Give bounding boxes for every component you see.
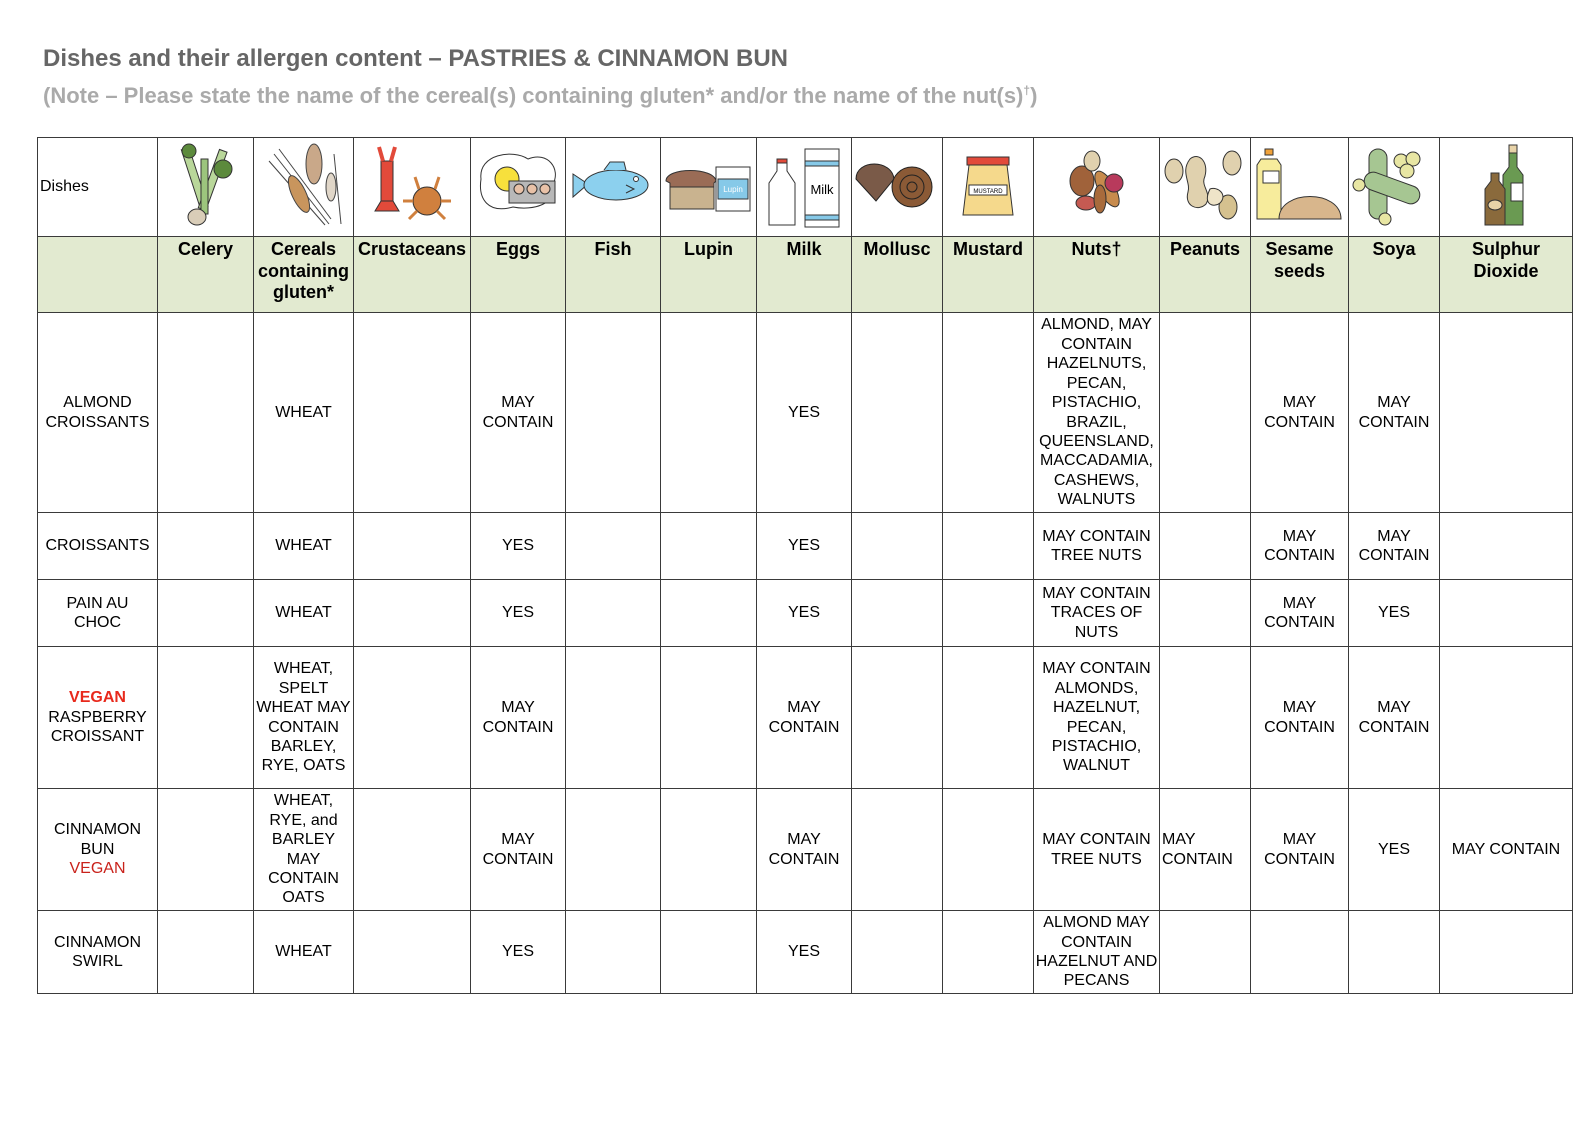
document-title: Dishes and their allergen content – PASTRIES & CINNAMON BUN — [43, 45, 788, 72]
sulphur-icon-cell — [1440, 138, 1573, 237]
note-dagger: † — [1023, 83, 1031, 98]
cell-cereals: WHEAT — [254, 513, 354, 580]
cell-sulphur: MAY CONTAIN — [1440, 789, 1573, 911]
cell-sulphur — [1440, 313, 1573, 513]
cell-peanuts — [1160, 647, 1251, 789]
cell-milk: YES — [757, 911, 852, 994]
column-header-nuts: Nuts† — [1034, 237, 1160, 313]
cell-fish — [566, 313, 661, 513]
cell-mollusc — [852, 580, 943, 647]
column-header-eggs: Eggs — [471, 237, 566, 313]
vegan-tag: VEGAN — [69, 860, 126, 878]
cell-nuts: MAY CONTAIN TREE NUTS — [1034, 513, 1160, 580]
cell-celery — [158, 647, 254, 789]
cell-mollusc — [852, 911, 943, 994]
cell-peanuts — [1160, 513, 1251, 580]
column-header-lupin: Lupin — [661, 237, 757, 313]
column-header-sulphur: Sulphur Dioxide — [1440, 237, 1573, 313]
table-row — [38, 580, 1573, 647]
label-blank — [38, 237, 158, 313]
crustaceans-icon-cell — [354, 138, 471, 237]
cell-crustaceans — [354, 513, 471, 580]
milk-icon-cell — [757, 138, 852, 237]
cell-lupin — [661, 580, 757, 647]
cell-mustard — [943, 513, 1034, 580]
milk-bottle-carton-icon — [759, 139, 849, 229]
beer-wine-bottles-icon — [1461, 139, 1551, 229]
column-header-milk: Milk — [757, 237, 852, 313]
dish-name: ALMOND CROISSANTS — [38, 313, 158, 513]
cell-eggs: YES — [471, 911, 566, 994]
cell-nuts: MAY CONTAIN TREE NUTS — [1034, 789, 1160, 911]
dish-name: CROISSANTS — [38, 513, 158, 580]
table-row — [38, 789, 1573, 911]
cell-peanuts — [1160, 580, 1251, 647]
cell-soya — [1349, 911, 1440, 994]
sesame-icon-cell — [1251, 138, 1349, 237]
allergen-table — [37, 137, 1573, 994]
svg-text:MUSTARD: MUSTARD — [973, 189, 1003, 196]
cell-mustard — [943, 647, 1034, 789]
cell-cereals: WHEAT, RYE, and BARLEY MAY CONTAIN OATS — [254, 789, 354, 911]
cell-nuts: MAY CONTAIN TRACES OF NUTS — [1034, 580, 1160, 647]
cell-milk: MAY CONTAIN — [757, 647, 852, 789]
cell-crustaceans — [354, 911, 471, 994]
cell-eggs: YES — [471, 580, 566, 647]
cell-milk: YES — [757, 313, 852, 513]
fish-icon-cell — [566, 138, 661, 237]
cell-cereals: WHEAT — [254, 911, 354, 994]
cell-mollusc — [852, 647, 943, 789]
celery-icon-cell — [158, 138, 254, 237]
dishes-header: Dishes — [38, 138, 158, 237]
cell-mustard — [943, 911, 1034, 994]
column-header-mollusc: Mollusc — [852, 237, 943, 313]
cell-cereals: WHEAT — [254, 580, 354, 647]
cell-eggs: MAY CONTAIN — [471, 647, 566, 789]
cell-fish — [566, 911, 661, 994]
eggs-icon-cell — [471, 138, 566, 237]
sesame-oil-bun-icon — [1255, 139, 1345, 229]
icon-row — [38, 138, 1573, 237]
cell-sulphur — [1440, 647, 1573, 789]
mixed-nuts-icon — [1052, 139, 1142, 229]
cell-sesame: MAY CONTAIN — [1251, 789, 1349, 911]
cell-celery — [158, 789, 254, 911]
column-header-crustaceans: Crustaceans — [354, 237, 471, 313]
cereals-icon-cell — [254, 138, 354, 237]
cell-lupin — [661, 313, 757, 513]
cell-fish — [566, 647, 661, 789]
cell-sesame: MAY CONTAIN — [1251, 580, 1349, 647]
column-header-cereals: Cereals containing gluten* — [254, 237, 354, 313]
dish-name: CINNAMON SWIRL — [38, 911, 158, 994]
cell-mustard — [943, 580, 1034, 647]
cell-soya: YES — [1349, 789, 1440, 911]
cell-mustard — [943, 789, 1034, 911]
cell-fish — [566, 580, 661, 647]
wheat-icon — [259, 139, 349, 229]
cell-milk: MAY CONTAIN — [757, 789, 852, 911]
cell-mollusc — [852, 789, 943, 911]
egg-carton-icon — [473, 139, 563, 229]
column-header-celery: Celery — [158, 237, 254, 313]
cell-sesame — [1251, 911, 1349, 994]
mustard-icon-cell — [943, 138, 1034, 237]
dish-name: PAIN AU CHOC — [38, 580, 158, 647]
cell-sesame: MAY CONTAIN — [1251, 513, 1349, 580]
cell-nuts: ALMOND, MAY CONTAIN HAZELNUTS, PECAN, PISTACHIO, BRAZIL, QUEENSLAND, MACCADAMIA, CASHEWS, WALNUTS — [1034, 313, 1160, 513]
table-row — [38, 513, 1573, 580]
cell-sulphur — [1440, 513, 1573, 580]
cell-celery — [158, 313, 254, 513]
dish-name: VEGAN RASPBERRY CROISSANT — [38, 647, 158, 789]
note-close: ) — [1030, 83, 1038, 108]
dish-name: CINNAMON BUN VEGAN — [38, 789, 158, 911]
nuts-icon-cell — [1034, 138, 1160, 237]
cell-soya: MAY CONTAIN — [1349, 513, 1440, 580]
cell-lupin — [661, 647, 757, 789]
fish-icon — [568, 139, 658, 229]
cell-nuts: MAY CONTAIN ALMONDS, HAZELNUT, PECAN, PISTACHIO, WALNUT — [1034, 647, 1160, 789]
allergen-label-row — [38, 237, 1573, 313]
svg-text:Lupin: Lupin — [722, 185, 743, 195]
cell-peanuts — [1160, 911, 1251, 994]
soya-icon-cell — [1349, 138, 1440, 237]
cell-crustaceans — [354, 313, 471, 513]
cell-sulphur — [1440, 580, 1573, 647]
cell-eggs: YES — [471, 513, 566, 580]
cell-lupin — [661, 911, 757, 994]
peanuts-icon-cell — [1160, 138, 1251, 237]
cell-milk: YES — [757, 513, 852, 580]
cell-mollusc — [852, 513, 943, 580]
cell-celery — [158, 911, 254, 994]
celery-icon — [161, 139, 251, 229]
cell-crustaceans — [354, 580, 471, 647]
column-header-mustard: Mustard — [943, 237, 1034, 313]
table-row — [38, 313, 1573, 513]
shell-snail-icon — [852, 139, 942, 229]
soy-beans-icon — [1349, 139, 1439, 229]
lupin-icon-cell — [661, 138, 757, 237]
table-row — [38, 647, 1573, 789]
cell-soya: MAY CONTAIN — [1349, 647, 1440, 789]
cell-soya: YES — [1349, 580, 1440, 647]
cell-sesame: MAY CONTAIN — [1251, 647, 1349, 789]
mollusc-icon-cell — [852, 138, 943, 237]
cell-sesame: MAY CONTAIN — [1251, 313, 1349, 513]
cell-cereals: WHEAT — [254, 313, 354, 513]
cell-nuts: ALMOND MAY CONTAIN HAZELNUT AND PECANS — [1034, 911, 1160, 994]
cell-lupin — [661, 513, 757, 580]
cell-peanuts: MAY CONTAIN — [1160, 789, 1251, 911]
cell-soya: MAY CONTAIN — [1349, 313, 1440, 513]
table-row — [38, 911, 1573, 994]
column-header-sesame: Sesame seeds — [1251, 237, 1349, 313]
cell-fish — [566, 513, 661, 580]
cell-lupin — [661, 789, 757, 911]
cell-mustard — [943, 313, 1034, 513]
cell-peanuts — [1160, 313, 1251, 513]
cell-milk: YES — [757, 580, 852, 647]
note-text: (Note – Please state the name of the cereal(s) containing gluten* and/or the name of the nut(s) — [43, 83, 1024, 108]
column-header-soya: Soya — [1349, 237, 1440, 313]
peanuts-icon — [1160, 139, 1250, 229]
cell-fish — [566, 789, 661, 911]
vegan-tag: VEGAN — [69, 689, 126, 707]
lupin-flour-bread-icon — [664, 139, 754, 229]
cell-crustaceans — [354, 789, 471, 911]
cell-eggs: MAY CONTAIN — [471, 313, 566, 513]
svg-text:Milk: Milk — [810, 182, 834, 198]
lobster-crab-icon — [367, 139, 457, 229]
cell-crustaceans — [354, 647, 471, 789]
cell-celery — [158, 513, 254, 580]
column-header-fish: Fish — [566, 237, 661, 313]
document-note — [43, 83, 1037, 109]
cell-celery — [158, 580, 254, 647]
cell-eggs: MAY CONTAIN — [471, 789, 566, 911]
cell-mollusc — [852, 313, 943, 513]
column-header-peanuts: Peanuts — [1160, 237, 1251, 313]
cell-sulphur — [1440, 911, 1573, 994]
cell-cereals: WHEAT, SPELT WHEAT MAY CONTAIN BARLEY, RYE, OATS — [254, 647, 354, 789]
mustard-jar-icon — [943, 139, 1033, 229]
